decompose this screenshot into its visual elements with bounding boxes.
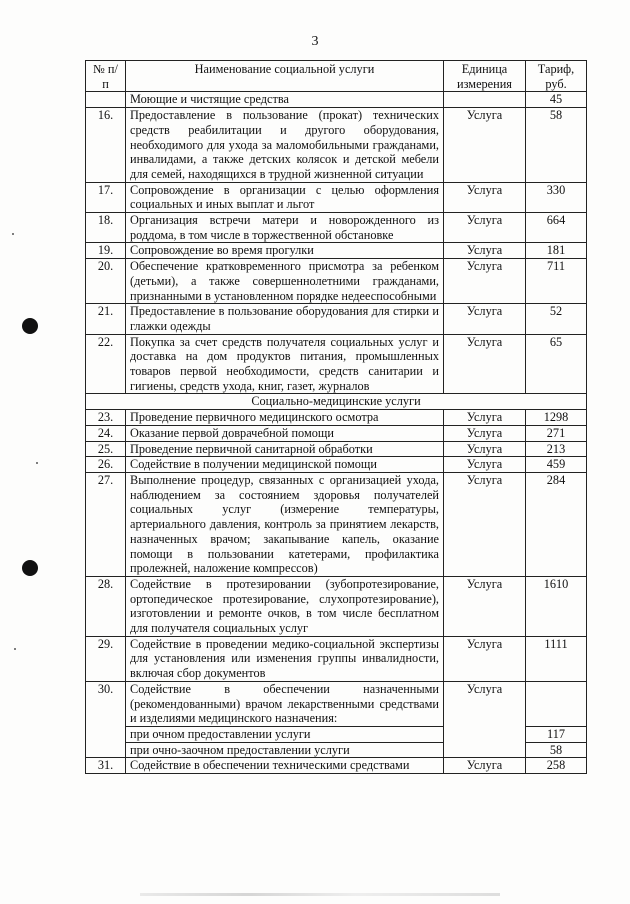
table-row: 28. Содействие в протезировании (зубопротезирование, ортопедическое протезирование, слухопротезирование), изготовлении и ремонте очков, в том числе бесплатном для получателя социальных услуг Услуга 1610 bbox=[86, 576, 587, 636]
table-row: 26. Содействие в получении медицинской помощи Услуга 459 bbox=[86, 457, 587, 473]
table-row: 23. Проведение первичного медицинского осмотра Услуга 1298 bbox=[86, 410, 587, 426]
section-header-row bbox=[86, 394, 587, 410]
scan-speck bbox=[36, 462, 38, 464]
table-subrow: при очно-заочном предоставлении услуги 58 bbox=[86, 742, 587, 758]
page-number: 3 bbox=[311, 34, 319, 49]
table-row: Моющие и чистящие средства 45 bbox=[86, 92, 587, 108]
table-header-row bbox=[86, 61, 587, 92]
table-row: 21. Предоставление в пользование оборудования для стирки и глажки одежды Услуга 52 bbox=[86, 304, 587, 334]
table-row: 19. Сопровождение во время прогулки Услуга 181 bbox=[86, 243, 587, 259]
header-tariff: Тариф, руб. bbox=[526, 61, 587, 92]
scan-edge-smudge bbox=[140, 893, 500, 896]
table-row: 22. Покупка за счет средств получателя социальных услуг и доставка на дом продуктов питания, промышленных товаров первой необходимости, средств санитарии и гигиены, средств ухода, книг, газет, журналов Услуга 65 bbox=[86, 334, 587, 394]
punch-hole-bottom bbox=[22, 560, 38, 576]
table-row: 20. Обеспечение кратковременного присмотра за ребенком (детьми), а также совершеннолетними гражданами, признанными в установленном порядке недееспособными Услуга 711 bbox=[86, 259, 587, 304]
table-row: 16. Предоставление в пользование (прокат) технических средств реабилитации и другого оборудования, необходимого для ухода за маломобильными гражданами, инвалидами, а также детских колясок и детской мебели для семей, находящихся в трудной жизненной ситуации Услуга 58 bbox=[86, 108, 587, 183]
table-row: 18. Организация встречи матери и новорожденного из роддома, в том числе в торжественной обстановке Услуга 664 bbox=[86, 213, 587, 243]
table-row: 30. Содействие в обеспечении назначенными (рекомендованными) врачом лекарственными средствами и изделиями медицинского назначения: Услуга bbox=[86, 681, 587, 726]
table-row: 27. Выполнение процедур, связанных с организацией ухода, наблюдением за состоянием здоровья получателей социальных услуг (измерение температуры, артериального давления, контроль за принятием лекарств, назначенных врачом; закапывание капель, оказание помощи в пользовании катетерами, профилактика пролежней, наложение компрессов) Услуга 284 bbox=[86, 472, 587, 576]
table-row: 17. Сопровождение в организации с целью оформления социальных и иных выплат и льгот Услуга 330 bbox=[86, 182, 587, 212]
scan-speck bbox=[14, 648, 16, 650]
section-title: Социально-медицинские услуги bbox=[86, 394, 587, 410]
table-row: 24. Оказание первой доврачебной помощи Услуга 271 bbox=[86, 425, 587, 441]
table-subrow: при очном предоставлении услуги 117 bbox=[86, 726, 587, 742]
table-row: 29. Содействие в проведении медико-социальной экспертизы для установления или изменения группы инвалидности, включая сбор документов Услуга 1111 bbox=[86, 636, 587, 681]
table-row: 25. Проведение первичной санитарной обработки Услуга 213 bbox=[86, 441, 587, 457]
header-unit: Единица измерения bbox=[444, 61, 526, 92]
table-body bbox=[86, 92, 587, 774]
table-row: 31. Содействие в обеспечении техническими средствами Услуга 258 bbox=[86, 758, 587, 774]
tariff-table bbox=[85, 60, 587, 774]
header-name: Наименование социальной услуги bbox=[126, 61, 444, 92]
header-num: № п/п bbox=[86, 61, 126, 92]
scan-speck bbox=[12, 233, 14, 235]
punch-hole-top bbox=[22, 318, 38, 334]
